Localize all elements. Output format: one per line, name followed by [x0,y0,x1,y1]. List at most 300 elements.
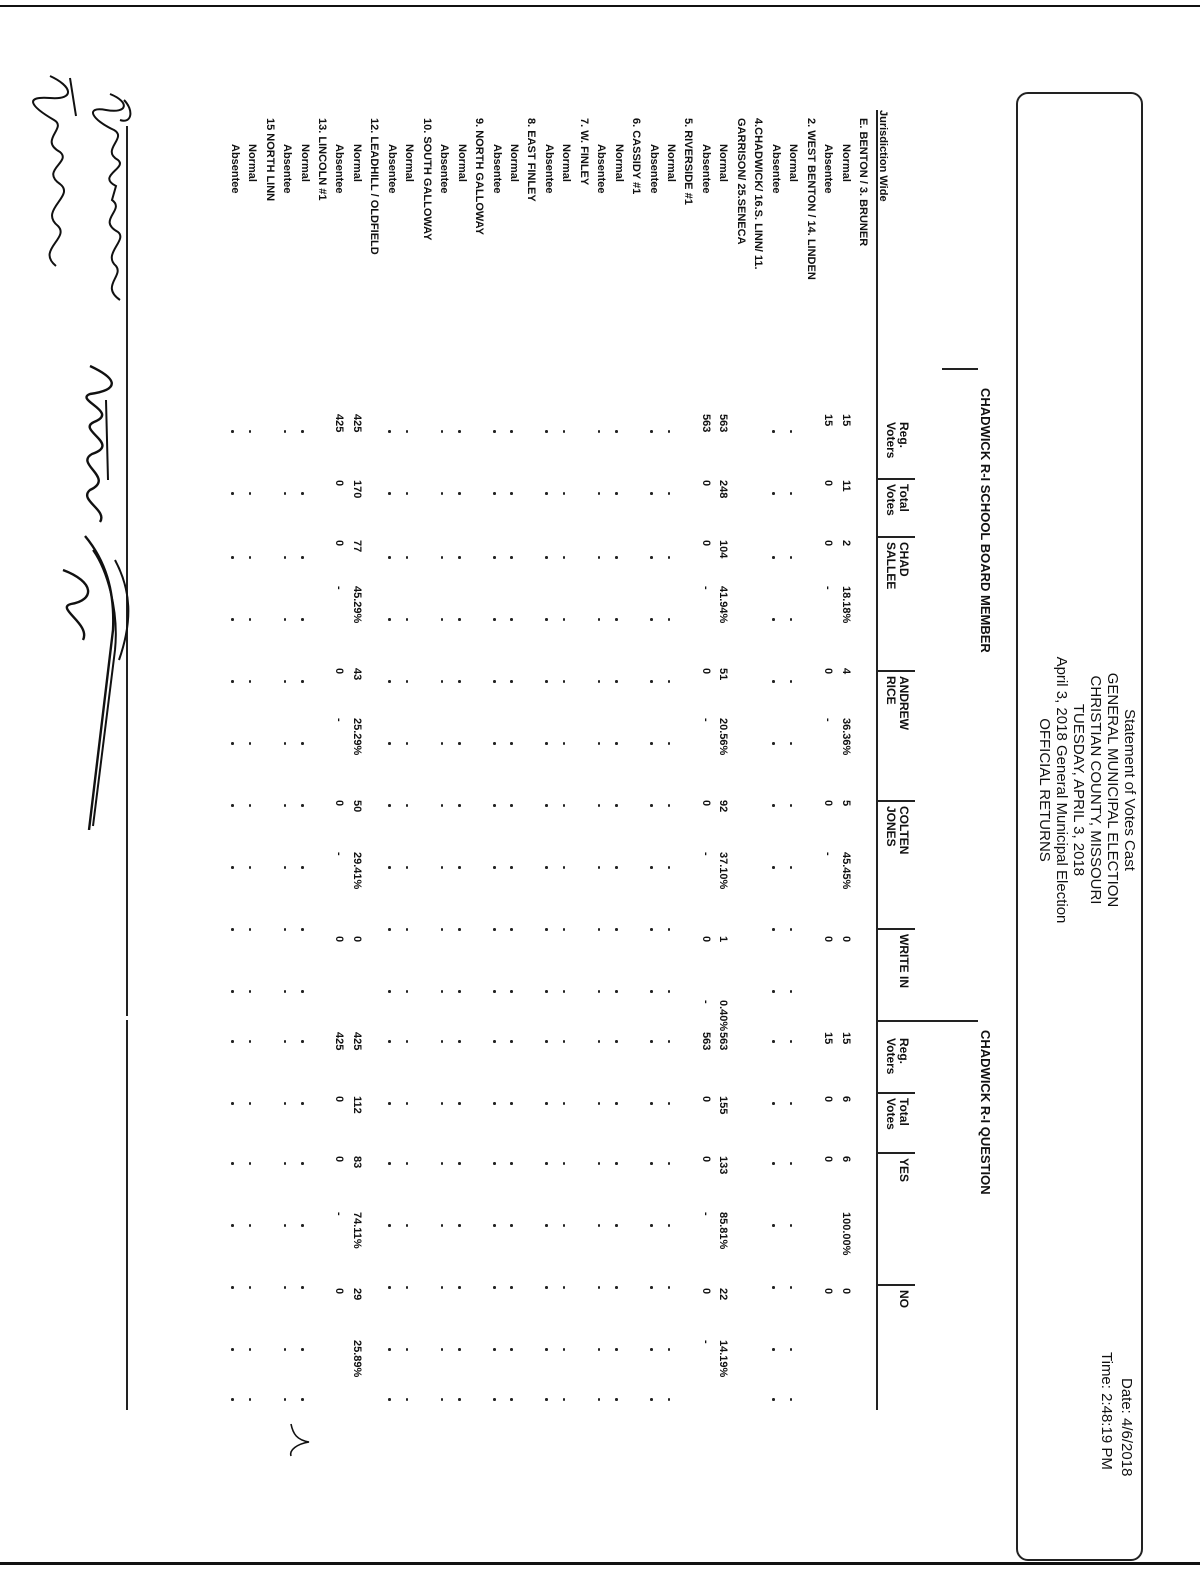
precinct-label: E. BENTON / 3. BRUNER [857,118,869,247]
empty-cell-dot [598,804,601,807]
vote-type-label: Normal [298,144,311,182]
empty-cell-dot [668,866,671,869]
empty-cell-dot [650,556,653,559]
empty-cell-dot [441,556,444,559]
empty-cell-dot [249,990,252,993]
board-cell: - [822,852,835,856]
vote-type-label: Absentee [281,144,294,194]
empty-cell-dot [249,1162,252,1165]
empty-cell-dot [650,430,653,433]
empty-cell-dot [563,430,566,433]
precinct-label: 6. CASSIDY #1 [630,118,643,195]
empty-cell-dot [511,1040,514,1043]
empty-cell-dot [231,1348,234,1351]
empty-cell-dot [249,1348,252,1351]
empty-cell-dot [650,928,653,931]
empty-cell-dot [545,492,548,495]
empty-cell-dot [790,928,793,931]
empty-cell-dot [388,1224,391,1227]
empty-cell-dot [406,804,409,807]
empty-cell-dot [406,1398,409,1401]
empty-cell-dot [458,990,461,993]
empty-cell-dot [249,866,252,869]
empty-cell-dot [545,804,548,807]
empty-cell-dot [545,1348,548,1351]
empty-cell-dot [511,804,514,807]
empty-cell-dot [441,1040,444,1043]
empty-cell-dot [458,1348,461,1351]
question-cell: 0 [333,1156,346,1163]
title-line: GENERAL MUNICIPAL ELECTION [1104,672,1121,908]
vote-type-label: Absentee [699,144,712,194]
empty-cell-dot [231,1224,234,1227]
empty-cell-dot [772,1286,775,1289]
empty-cell-dot [650,1162,653,1165]
empty-cell-dot [388,928,391,931]
empty-cell-dot [563,1162,566,1165]
empty-cell-dot [231,928,234,931]
empty-cell-dot [772,928,775,931]
empty-cell-dot [458,1398,461,1401]
empty-cell-dot [249,1040,252,1043]
empty-cell-dot [388,1162,391,1165]
empty-cell-dot [493,618,496,621]
empty-cell-dot [615,928,618,931]
empty-cell-dot [388,866,391,869]
vote-type-label: Absentee [822,144,835,194]
empty-cell-dot [790,1102,793,1105]
empty-cell-dot [249,492,252,495]
section-divider [878,1020,978,1022]
empty-cell-dot [301,1102,304,1105]
empty-cell-dot [650,742,653,745]
empty-cell-dot [458,1102,461,1105]
empty-cell-dot [668,804,671,807]
board-cell: - [333,852,346,856]
signature-2 [15,70,90,290]
question-cell: 0 [822,1096,835,1103]
empty-cell-dot [388,1398,391,1401]
empty-cell-dot [406,990,409,993]
board-cell: 0 [333,480,346,487]
question-cell: 0 [333,1288,346,1295]
empty-cell-dot [650,990,653,993]
empty-cell-dot [231,618,234,621]
empty-cell-dot [441,1224,444,1227]
question-cell: - [333,1212,346,1216]
empty-cell-dot [231,492,234,495]
empty-cell-dot [615,1224,618,1227]
empty-cell-dot [301,1040,304,1043]
empty-cell-dot [598,1398,601,1401]
empty-cell-dot [615,866,618,869]
empty-cell-dot [563,1286,566,1289]
precinct-label: 9. NORTH GALLOWAY [473,118,486,235]
board-cell: 0 [333,540,346,547]
empty-cell-dot [493,1286,496,1289]
empty-cell-dot [441,1286,444,1289]
column-divider [878,1152,915,1154]
empty-cell-dot [493,680,496,683]
question-cell: 74.11% [350,1212,363,1249]
empty-cell-dot [668,1040,671,1043]
empty-cell-dot [441,1102,444,1105]
empty-cell-dot [772,680,775,683]
empty-cell-dot [231,804,234,807]
empty-cell-dot [406,1286,409,1289]
title-line: CHRISTIAN COUNTY, MISSOURI [1087,675,1104,905]
board-col-header: RICE [884,676,898,705]
empty-cell-dot [563,742,566,745]
empty-cell-dot [284,1040,287,1043]
empty-cell-dot [772,1162,775,1165]
empty-cell-dot [441,1398,444,1401]
question-cell: 15 [839,1032,852,1045]
board-section-title: CHADWICK R-I SCHOOL BOARD MEMBER [978,388,993,653]
empty-cell-dot [388,1348,391,1351]
empty-cell-dot [493,1040,496,1043]
empty-cell-dot [668,680,671,683]
empty-cell-dot [772,430,775,433]
board-cell: 0 [333,936,346,943]
empty-cell-dot [615,618,618,621]
empty-cell-dot [249,680,252,683]
report-time: Time: 2:48:19 PM [1098,1352,1115,1470]
board-cell: 425 [350,414,363,433]
empty-cell-dot [615,990,618,993]
empty-cell-dot [598,990,601,993]
empty-cell-dot [406,1348,409,1351]
empty-cell-dot [441,680,444,683]
empty-cell-dot [511,1348,514,1351]
empty-cell-dot [493,742,496,745]
empty-cell-dot [493,492,496,495]
empty-cell-dot [598,556,601,559]
empty-cell-dot [598,680,601,683]
question-cell: 100.00% [839,1212,852,1256]
empty-cell-dot [301,1398,304,1401]
board-cell: 0 [699,800,712,807]
board-cell: 36.36% [839,718,852,756]
empty-cell-dot [772,1040,775,1043]
board-col-header: Total [897,484,911,512]
board-cell: 0 [333,800,346,807]
question-col-header: Voters [884,1038,898,1075]
empty-cell-dot [249,618,252,621]
precinct-label: 4.CHADWICK/ 16.S. LINN/ 11. [752,118,765,270]
empty-cell-dot [231,556,234,559]
empty-cell-dot [545,618,548,621]
empty-cell-dot [441,928,444,931]
empty-cell-dot [493,1398,496,1401]
empty-cell-dot [388,990,391,993]
empty-cell-dot [458,1040,461,1043]
header-bottom-rule [877,110,879,1410]
question-cell: 425 [350,1032,363,1051]
question-cell: 112 [350,1096,363,1114]
empty-cell-dot [598,1162,601,1165]
precinct-label: 13. LINCOLN #1 [316,118,329,201]
column-divider [878,1284,915,1286]
vote-type-label: Absentee [542,144,555,194]
precinct-label: 8. EAST FINLEY [525,118,538,202]
empty-cell-dot [493,1224,496,1227]
empty-cell-dot [790,556,793,559]
empty-cell-dot [301,430,304,433]
empty-cell-dot [790,1348,793,1351]
empty-cell-dot [231,1102,234,1105]
empty-cell-dot [388,430,391,433]
empty-cell-dot [615,1040,618,1043]
empty-cell-dot [790,430,793,433]
empty-cell-dot [615,1286,618,1289]
empty-cell-dot [284,928,287,931]
empty-cell-dot [441,1348,444,1351]
empty-cell-dot [231,742,234,745]
vote-type-label: Normal [508,144,520,182]
empty-cell-dot [249,804,252,807]
empty-cell-dot [458,556,461,559]
question-cell: 83 [350,1156,363,1169]
empty-cell-dot [790,680,793,683]
empty-cell-dot [790,1398,793,1401]
board-cell: - [333,718,346,722]
empty-cell-dot [511,680,514,683]
board-cell: 0 [822,540,835,547]
empty-cell-dot [301,618,304,621]
column-divider [878,928,915,930]
empty-cell-dot [406,556,409,559]
empty-cell-dot [388,492,391,495]
empty-cell-dot [668,928,671,931]
empty-cell-dot [458,742,461,745]
precinct-label: 12. LEADHILL / OLDFIELD [368,118,381,255]
empty-cell-dot [668,1102,671,1105]
empty-cell-dot [493,1102,496,1105]
empty-cell-dot [668,492,671,495]
empty-cell-dot [284,1348,287,1351]
empty-cell-dot [301,1162,304,1165]
empty-cell-dot [772,804,775,807]
question-col-header: NO [897,1290,911,1308]
board-cell: 1 [717,936,730,943]
empty-cell-dot [545,928,548,931]
board-col-header: WRITE IN [897,934,911,988]
empty-cell-dot [650,618,653,621]
empty-cell-dot [301,804,304,807]
question-cell: 14.19% [717,1340,730,1378]
board-cell: - [699,718,712,722]
pen-mark [280,1420,315,1460]
empty-cell-dot [458,618,461,621]
question-cell: 0 [839,1288,852,1295]
board-col-header: JONES [884,806,898,847]
vote-type-label: Normal [839,144,852,182]
question-col-header: Votes [884,1098,898,1130]
question-cell: 6 [839,1156,852,1163]
empty-cell-dot [388,742,391,745]
empty-cell-dot [772,866,775,869]
board-col-header: ANDREW [897,676,911,730]
board-cell: 92 [717,800,730,813]
empty-cell-dot [650,866,653,869]
board-cell: 50 [350,800,363,813]
empty-cell-dot [493,990,496,993]
empty-cell-dot [388,804,391,807]
board-col-header: Voters [884,422,898,459]
vote-type-label: Normal [455,144,468,182]
board-cell: 563 [699,414,712,433]
empty-cell-dot [441,990,444,993]
empty-cell-dot [668,430,671,433]
empty-cell-dot [301,742,304,745]
empty-cell-dot [650,1102,653,1105]
empty-cell-dot [458,1162,461,1165]
empty-cell-dot [511,1102,514,1105]
empty-cell-dot [458,680,461,683]
board-col-header: COLTEN [897,806,911,855]
question-cell: 155 [717,1096,730,1115]
board-cell: 20.56% [717,718,730,756]
title-line: OFFICIAL RETURNS [1036,718,1053,862]
empty-cell-dot [598,866,601,869]
empty-cell-dot [615,430,618,433]
empty-cell-dot [441,618,444,621]
empty-cell-dot [563,1398,566,1401]
empty-cell-dot [284,1162,287,1165]
empty-cell-dot [301,1348,304,1351]
empty-cell-dot [441,492,444,495]
empty-cell-dot [511,990,514,993]
empty-cell-dot [790,492,793,495]
empty-cell-dot [563,680,566,683]
board-cell: 563 [717,414,730,433]
empty-cell-dot [284,618,287,621]
empty-cell-dot [650,1040,653,1043]
empty-cell-dot [388,1286,391,1289]
empty-cell-dot [249,430,252,433]
empty-cell-dot [284,1102,287,1105]
empty-cell-dot [284,742,287,745]
question-cell: 15 [822,1032,835,1045]
empty-cell-dot [615,1398,618,1401]
vote-type-label: Normal [246,144,259,182]
question-col-header: Reg. [897,1038,911,1065]
empty-cell-dot [441,1162,444,1165]
board-col-header: SALLEE [884,542,898,590]
empty-cell-dot [790,1040,793,1043]
column-divider [878,536,915,538]
precinct-label: 2. WEST BENTON / 14. LINDEN [804,118,817,280]
empty-cell-dot [545,1040,548,1043]
empty-cell-dot [388,680,391,683]
board-cell: 43 [350,668,363,681]
board-cell: 170 [350,480,363,499]
empty-cell-dot [458,430,461,433]
question-cell: 0 [822,1288,835,1295]
empty-cell-dot [406,742,409,745]
empty-cell-dot [284,990,287,993]
empty-cell-dot [563,1348,566,1351]
board-cell: 0 [822,668,835,675]
empty-cell-dot [790,1286,793,1289]
empty-cell-dot [668,1162,671,1165]
question-section-title: CHADWICK R-I QUESTION [978,1030,993,1195]
board-top-divider [942,368,978,370]
empty-cell-dot [284,1398,287,1401]
empty-cell-dot [231,1040,234,1043]
empty-cell-dot [301,492,304,495]
empty-cell-dot [598,430,601,433]
empty-cell-dot [406,1102,409,1105]
empty-cell-dot [772,1224,775,1227]
empty-cell-dot [458,492,461,495]
question-col-header: Total [897,1098,911,1126]
column-divider [878,670,915,672]
empty-cell-dot [441,742,444,745]
empty-cell-dot [650,804,653,807]
board-cell: 0 [822,800,835,807]
empty-cell-dot [790,742,793,745]
empty-cell-dot [772,742,775,745]
board-cell: 11 [839,480,852,492]
empty-cell-dot [668,742,671,745]
empty-cell-dot [545,1162,548,1165]
precinct-label: 10. SOUTH GALLOWAY [420,118,433,241]
empty-cell-dot [598,618,601,621]
empty-cell-dot [301,866,304,869]
question-cell: 0 [699,1096,712,1103]
empty-cell-dot [406,430,409,433]
empty-cell-dot [231,1162,234,1165]
question-cell: 0 [333,1096,346,1103]
empty-cell-dot [249,1286,252,1289]
empty-cell-dot [563,866,566,869]
empty-cell-dot [545,680,548,683]
empty-cell-dot [668,990,671,993]
empty-cell-dot [493,928,496,931]
vote-type-label: Normal [787,144,800,182]
signature-3 [65,360,130,530]
empty-cell-dot [598,1348,601,1351]
empty-cell-dot [388,618,391,621]
empty-cell-dot [545,1286,548,1289]
empty-cell-dot [545,990,548,993]
question-cell: 0 [699,1288,712,1295]
empty-cell-dot [545,556,548,559]
empty-cell-dot [511,1224,514,1227]
vote-type-label: Normal [612,144,625,182]
board-cell: 0 [699,668,712,675]
empty-cell-dot [772,1398,775,1401]
empty-cell-dot [545,430,548,433]
empty-cell-dot [615,1348,618,1351]
empty-cell-dot [790,990,793,993]
board-cell: 15 [822,414,835,427]
empty-cell-dot [511,618,514,621]
empty-cell-dot [493,866,496,869]
question-cell: 22 [717,1288,730,1301]
board-col-header: CHAD [897,542,911,577]
empty-cell-dot [790,866,793,869]
empty-cell-dot [511,742,514,745]
question-cell: 133 [717,1156,730,1175]
empty-cell-dot [511,1286,514,1289]
empty-cell-dot [545,742,548,745]
empty-cell-dot [668,618,671,621]
empty-cell-dot [511,430,514,433]
signature-4 [40,530,155,830]
